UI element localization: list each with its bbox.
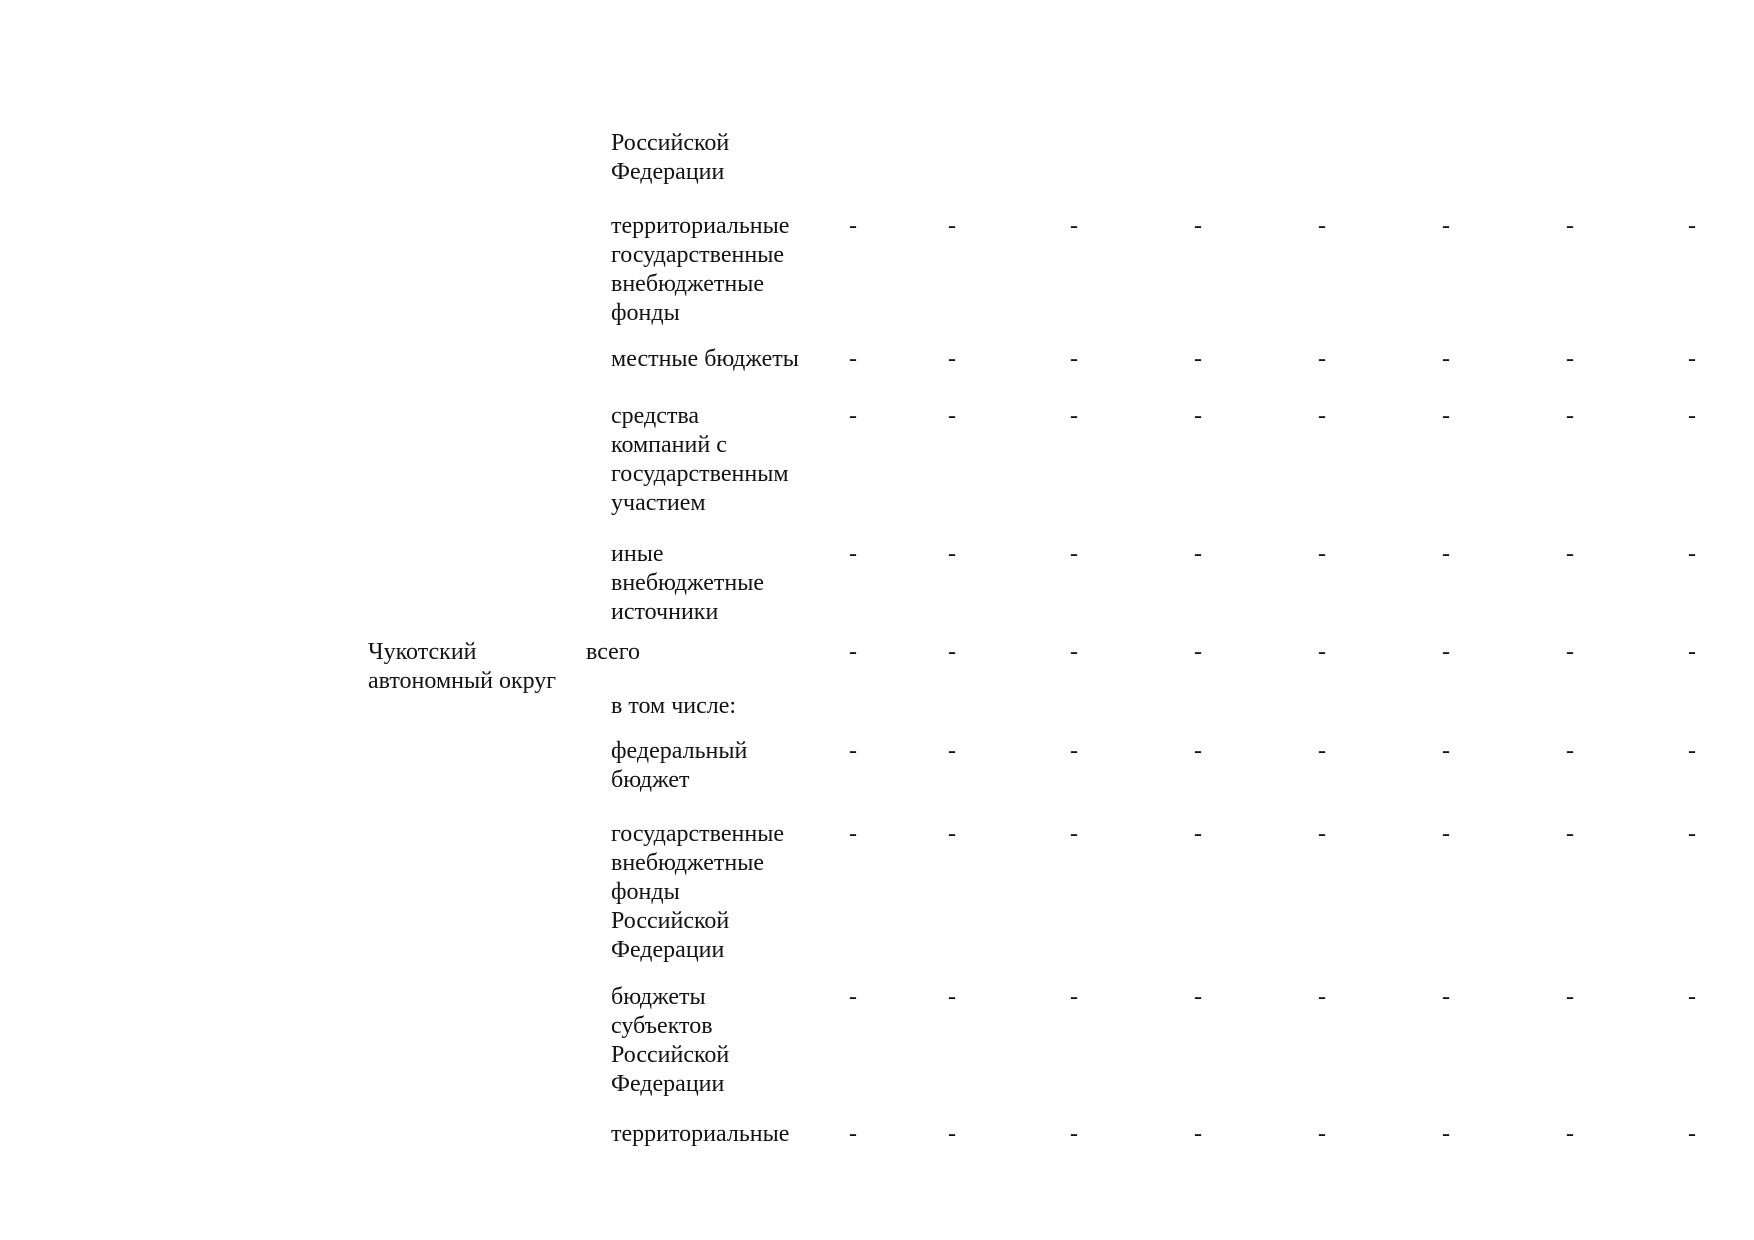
value-dash: - — [948, 984, 956, 1010]
value-dash: - — [1318, 821, 1326, 847]
funding-source-line: государственным — [611, 461, 789, 487]
value-cells — [0, 638, 1754, 667]
funding-source-line: территориальные — [611, 213, 790, 239]
value-cells — [0, 540, 1754, 569]
funding-source-line: государственные — [611, 242, 784, 268]
value-dash: - — [1194, 213, 1202, 239]
value-dash: - — [1194, 984, 1202, 1010]
funding-source-line: Федерации — [611, 1071, 725, 1097]
value-cells — [0, 402, 1754, 431]
value-cells — [0, 983, 1754, 1012]
value-dash: - — [1070, 213, 1078, 239]
region-name-line: автономный округ — [368, 668, 557, 694]
value-dash: - — [849, 1121, 857, 1147]
value-dash: - — [948, 541, 956, 567]
funding-source-line: внебюджетные — [611, 570, 764, 596]
value-dash: - — [1194, 1121, 1202, 1147]
funding-source-line: всего — [586, 639, 641, 665]
value-dash: - — [948, 403, 956, 429]
value-dash: - — [849, 821, 857, 847]
value-dash: - — [1442, 403, 1450, 429]
value-dash: - — [948, 639, 956, 665]
value-dash: - — [1318, 213, 1326, 239]
funding-source-line: иные — [611, 541, 664, 567]
funding-source-line: территориальные — [611, 1121, 790, 1147]
funding-source-line: Российской — [611, 908, 730, 934]
funding-source-line: фонды — [611, 879, 680, 905]
value-dash: - — [1566, 639, 1574, 665]
value-dash: - — [1070, 346, 1078, 372]
value-dash: - — [1442, 738, 1450, 764]
value-dash: - — [1318, 984, 1326, 1010]
value-dash: - — [948, 821, 956, 847]
value-cells — [0, 1120, 1754, 1149]
value-dash: - — [1070, 403, 1078, 429]
value-dash: - — [1688, 738, 1696, 764]
value-dash: - — [1070, 639, 1078, 665]
value-dash: - — [1566, 346, 1574, 372]
value-dash: - — [1442, 1121, 1450, 1147]
value-dash: - — [948, 213, 956, 239]
value-dash: - — [1688, 639, 1696, 665]
value-dash: - — [1318, 738, 1326, 764]
value-cells — [0, 345, 1754, 374]
value-dash: - — [1442, 346, 1450, 372]
value-dash: - — [1566, 821, 1574, 847]
value-dash: - — [948, 346, 956, 372]
value-dash: - — [1318, 639, 1326, 665]
value-dash: - — [1194, 541, 1202, 567]
value-dash: - — [1194, 639, 1202, 665]
value-dash: - — [1070, 821, 1078, 847]
value-dash: - — [1318, 403, 1326, 429]
value-dash: - — [1566, 984, 1574, 1010]
funding-source-line: фонды — [611, 300, 680, 326]
funding-source-line: бюджет — [611, 767, 690, 793]
funding-source-line: средства — [611, 403, 700, 429]
value-dash: - — [1566, 738, 1574, 764]
funding-source-line: компаний с — [611, 432, 727, 458]
funding-source-line: местные бюджеты — [611, 346, 799, 372]
value-dash: - — [1688, 821, 1696, 847]
value-cells — [0, 212, 1754, 241]
value-dash: - — [948, 1121, 956, 1147]
value-dash: - — [1688, 213, 1696, 239]
funding-source-line: бюджеты — [611, 984, 706, 1010]
value-dash: - — [1442, 821, 1450, 847]
value-dash: - — [1070, 1121, 1078, 1147]
value-dash: - — [1194, 821, 1202, 847]
value-dash: - — [1194, 346, 1202, 372]
value-dash: - — [948, 738, 956, 764]
value-dash: - — [1688, 403, 1696, 429]
value-dash: - — [1442, 984, 1450, 1010]
value-dash: - — [1688, 346, 1696, 372]
funding-source-line: участием — [611, 490, 706, 516]
value-dash: - — [1070, 541, 1078, 567]
value-cells — [0, 692, 1754, 721]
funding-source-line: Российской — [611, 130, 730, 156]
value-dash: - — [1688, 984, 1696, 1010]
funding-source-line: федеральный — [611, 738, 748, 764]
funding-source-line: Российской — [611, 1042, 730, 1068]
value-dash: - — [849, 403, 857, 429]
funding-source-line: внебюджетные — [611, 271, 764, 297]
funding-source-line: в том числе: — [611, 693, 737, 719]
funding-source-line: внебюджетные — [611, 850, 764, 876]
funding-source-line: Федерации — [611, 937, 725, 963]
funding-source-line: источники — [611, 599, 719, 625]
value-dash: - — [1442, 213, 1450, 239]
value-cells — [0, 737, 1754, 766]
funding-source-line: Федерации — [611, 159, 725, 185]
value-dash: - — [1194, 738, 1202, 764]
value-cells — [0, 129, 1754, 158]
value-dash: - — [849, 738, 857, 764]
value-dash: - — [1688, 541, 1696, 567]
value-dash: - — [1318, 346, 1326, 372]
value-dash: - — [1566, 541, 1574, 567]
value-dash: - — [1442, 541, 1450, 567]
value-dash: - — [1070, 738, 1078, 764]
value-dash: - — [1318, 1121, 1326, 1147]
value-cells — [0, 820, 1754, 849]
value-dash: - — [849, 213, 857, 239]
value-dash: - — [849, 541, 857, 567]
value-dash: - — [1566, 213, 1574, 239]
value-dash: - — [849, 984, 857, 1010]
funding-source-line: государственные — [611, 821, 784, 847]
value-dash: - — [1442, 639, 1450, 665]
value-dash: - — [1318, 541, 1326, 567]
value-dash: - — [1566, 403, 1574, 429]
value-dash: - — [1566, 1121, 1574, 1147]
funding-source-line: субъектов — [611, 1013, 713, 1039]
value-dash: - — [1194, 403, 1202, 429]
value-dash: - — [849, 346, 857, 372]
value-dash: - — [849, 639, 857, 665]
region-name-line: Чукотский — [368, 639, 477, 665]
value-dash: - — [1070, 984, 1078, 1010]
value-dash: - — [1688, 1121, 1696, 1147]
